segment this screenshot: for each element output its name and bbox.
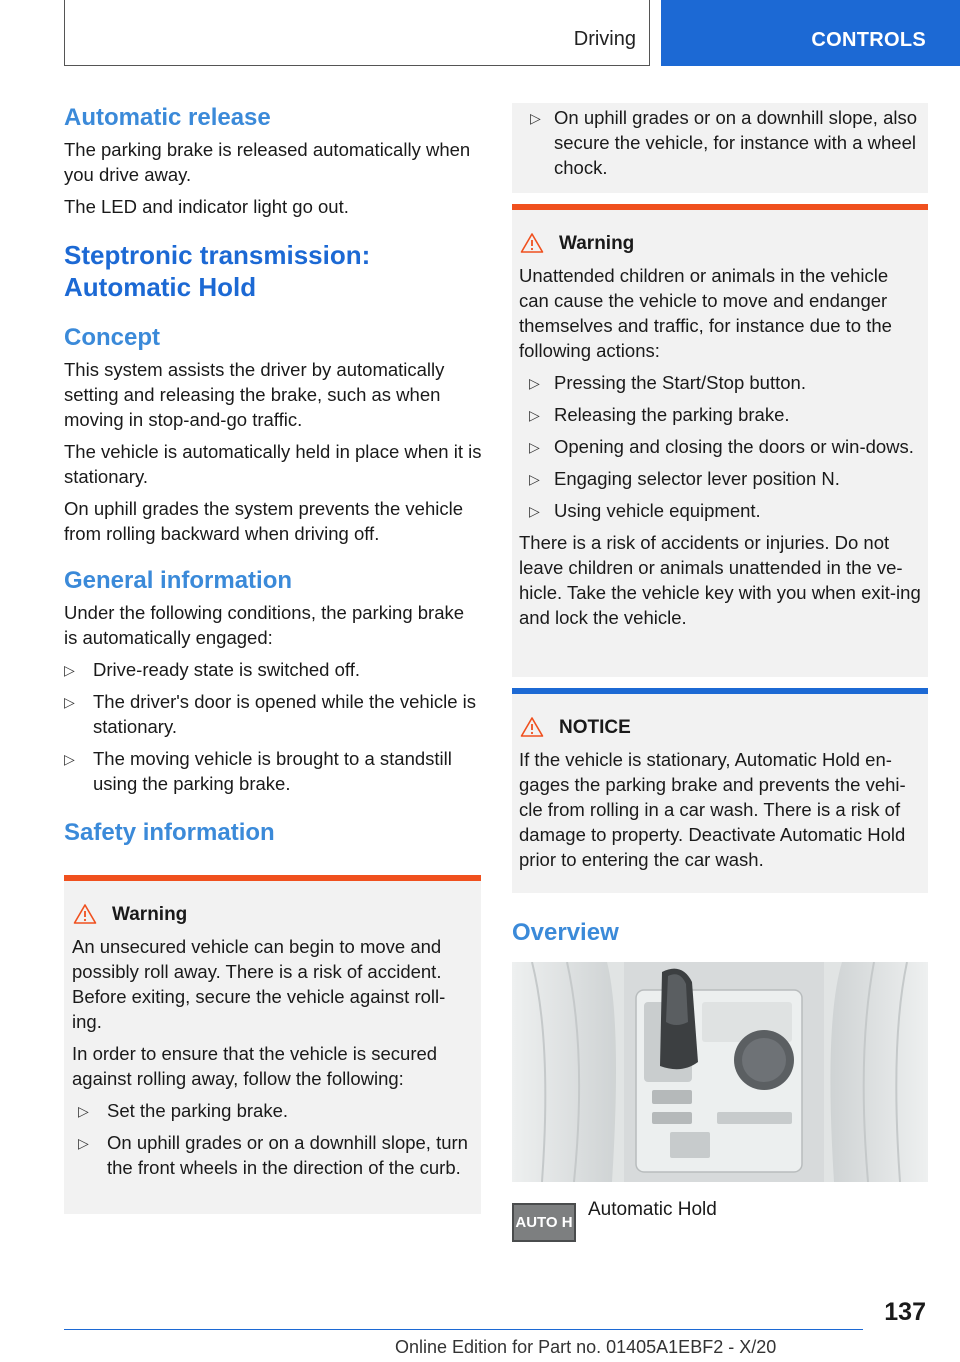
- list-item: ▷ On uphill grades or on a downhill slope, also secure the vehicle, for instance with a wheel chock.: [530, 107, 918, 178]
- paragraph: An unsecured vehicle can begin to move and possibly roll away. There is a risk of accident. Before exiting, secure the vehicle against roll-ing.: [72, 936, 446, 1032]
- header-section-title: Driving: [573, 28, 636, 50]
- warning-triangle-icon: [520, 232, 544, 254]
- heading-steptronic-line2: Automatic Hold: [64, 272, 257, 302]
- header-chapter-label: CONTROLS: [811, 29, 926, 51]
- triangle-bullet-icon: ▷: [78, 1103, 89, 1119]
- warning-box-children: [512, 204, 928, 677]
- paragraph: The parking brake is released automatically when you drive away.: [64, 139, 471, 185]
- list-item: ▷ Engaging selector lever position N.: [519, 466, 923, 491]
- heading-overview: Overview: [512, 919, 619, 946]
- paragraph: In order to ensure that the vehicle is secured against rolling away, follow the following:: [72, 1043, 438, 1089]
- warning-box-continued: [512, 103, 928, 193]
- triangle-bullet-icon: ▷: [529, 471, 540, 487]
- auto-hold-button-icon: AUTO H: [512, 1203, 576, 1242]
- paragraph: Unattended children or animals in the vehicle can cause the vehicle to move and endanger themselves and traffic, for instance due to the following actions:: [519, 265, 892, 361]
- list-item: ▷ Using vehicle equipment.: [519, 498, 923, 523]
- triangle-bullet-icon: ▷: [64, 694, 75, 710]
- warning-title: Warning: [519, 231, 923, 257]
- list-item: ▷ On uphill grades or on a downhill slope, turn the front wheels in the direction of the curb.: [78, 1132, 468, 1178]
- triangle-bullet-icon: ▷: [64, 751, 75, 767]
- auto-hold-label: Automatic Hold: [588, 1199, 717, 1220]
- notice-box: [512, 688, 928, 893]
- triangle-bullet-icon: ▷: [530, 110, 541, 126]
- triangle-bullet-icon: ▷: [529, 407, 540, 423]
- list-item: ▷ Drive-ready state is switched off.: [64, 657, 482, 682]
- heading-concept: Concept: [64, 324, 160, 351]
- triangle-bullet-icon: ▷: [529, 375, 540, 391]
- triangle-bullet-icon: ▷: [529, 439, 540, 455]
- notice-bar: [512, 688, 928, 694]
- notice-title: NOTICE: [519, 715, 924, 741]
- triangle-bullet-icon: ▷: [78, 1135, 89, 1151]
- warning-bar: [64, 875, 481, 881]
- list-item: ▷ Opening and closing the doors or win-dows.: [519, 434, 923, 459]
- triangle-bullet-icon: ▷: [64, 662, 75, 678]
- warning-title: Warning: [72, 902, 474, 928]
- warning-box: [64, 875, 481, 1214]
- footer-rule: [64, 1329, 863, 1330]
- paragraph: Under the following conditions, the parking brake is automatically engaged:: [64, 602, 465, 648]
- left-column: [64, 103, 482, 848]
- list-item: ▷ Pressing the Start/Stop button.: [519, 370, 923, 395]
- list-item: ▷ The moving vehicle is brought to a standstill using the parking brake.: [64, 748, 452, 794]
- triangle-bullet-icon: ▷: [529, 503, 540, 519]
- warning-triangle-icon: [73, 903, 97, 925]
- paragraph: This system assists the driver by automatically setting and releasing the brake, such as when moving in stop-and-go traffic.: [64, 359, 445, 430]
- paragraph: If the vehicle is stationary, Automatic Hold en-gages the parking brake and prevents the vehi-cle from rolling in a car wash. There is a risk of damage to property. Deactivate Automatic Hold prior to entering the car wash.: [519, 749, 906, 870]
- paragraph: The vehicle is automatically held in place when it is stationary.: [64, 441, 482, 487]
- center-console-image: [512, 962, 928, 1182]
- heading-safety-information: Safety information: [64, 819, 275, 846]
- paragraph: There is a risk of accidents or injuries. Do not leave children or animals unattended in the ve-hicle. Take the vehicle key with you when exit-ing and lock the vehicle.: [519, 532, 921, 628]
- list-item: ▷ Set the parking brake.: [72, 1098, 474, 1123]
- paragraph: On uphill grades the system prevents the vehicle from rolling backward when driving off.: [64, 498, 463, 544]
- heading-general-information: General information: [64, 567, 293, 594]
- list-item: ▷ Releasing the parking brake.: [519, 402, 923, 427]
- heading-steptronic-line1: Steptronic transmission:: [64, 240, 371, 270]
- heading-automatic-release: Automatic release: [64, 104, 271, 131]
- warning-triangle-icon: [520, 716, 544, 738]
- paragraph: The LED and indicator light go out.: [64, 196, 349, 217]
- footer-edition: Online Edition for Part no. 01405A1EBF2 - X/20: [395, 1337, 777, 1357]
- list-item: ▷ The driver's door is opened while the vehicle is stationary.: [64, 691, 476, 737]
- warning-bar: [512, 204, 928, 210]
- page-number: 137: [884, 1298, 926, 1326]
